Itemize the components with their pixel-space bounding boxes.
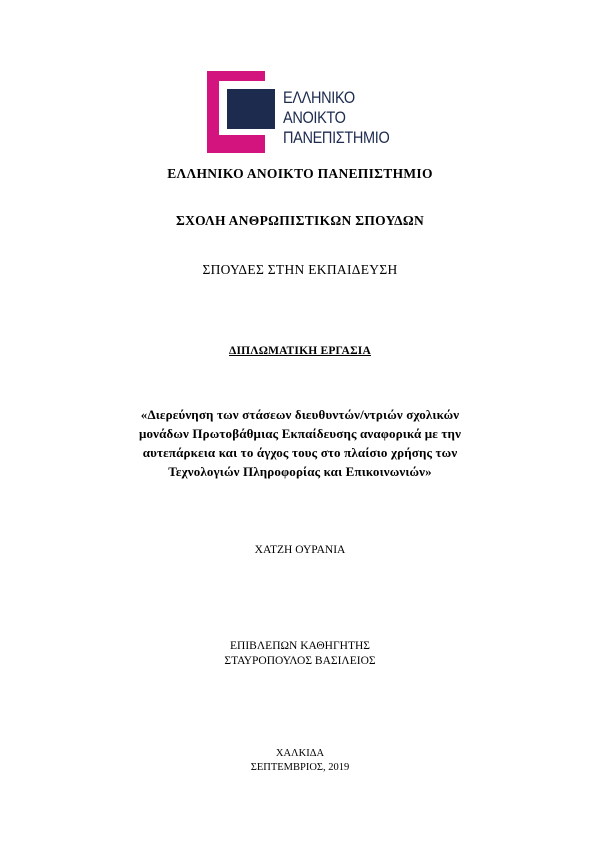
- title-line: Τεχνολογιών Πληροφορίας και Επικοινωνιών»: [168, 464, 432, 479]
- logo-text: [283, 88, 389, 148]
- title-line: αυτεπάρκεια και το άγχος τους στο πλαίσιο χρήσης των: [142, 445, 458, 460]
- place: ΧΑΛΚΙΔΑ: [275, 748, 325, 759]
- title-line: «Διερεύνηση των στάσεων διευθυντών/ντριών σχολικών: [140, 407, 460, 422]
- university-name: ΕΛΛΗΝΙΚΟ ΑΝΟΙΚΤΟ ΠΑΝΕΠΙΣΤΗΜΙΟ: [167, 166, 433, 181]
- supervisor-name: ΣΤΑΥΡΟΠΟΥΛΟΣ ΒΑΣΙΛΕΙΟΣ: [224, 655, 376, 667]
- thesis-title: [60, 405, 540, 481]
- document-type: ΔΙΠΛΩΜΑΤΙΚΗ ΕΡΓΑΣΙΑ: [229, 345, 371, 357]
- author-name: ΧΑΤΖΗ ΟΥΡΑΝΙΑ: [254, 544, 346, 556]
- supervisor-label: ΕΠΙΒΛΕΠΩΝ ΚΑΘΗΓΗΤΗΣ: [230, 640, 370, 652]
- logo-line-3: ΠΑΝΕΠΙΣΤΗΜΙΟ: [283, 129, 390, 147]
- logo-line-1: ΕΛΛΗΝΙΚΟ: [283, 89, 355, 107]
- program-name: ΣΠΟΥΔΕΣ ΣΤΗΝ ΕΚΠΑΙΔΕΥΣΗ: [202, 262, 398, 277]
- school-name: ΣΧΟΛΗ ΑΝΘΡΩΠΙΣΤΙΚΩΝ ΣΠΟΥΔΩΝ: [175, 213, 424, 228]
- title-line: μονάδων Πρωτοβάθμιας Εκπαίδευσης αναφορικά με την: [138, 426, 462, 441]
- date: ΣΕΠΤΕΜΒΡΙΟΣ, 2019: [250, 762, 350, 773]
- university-logo: [207, 71, 407, 153]
- logo-line-2: ΑΝΟΙΚΤΟ: [283, 109, 346, 127]
- eap-logo-mark-icon: [207, 71, 275, 153]
